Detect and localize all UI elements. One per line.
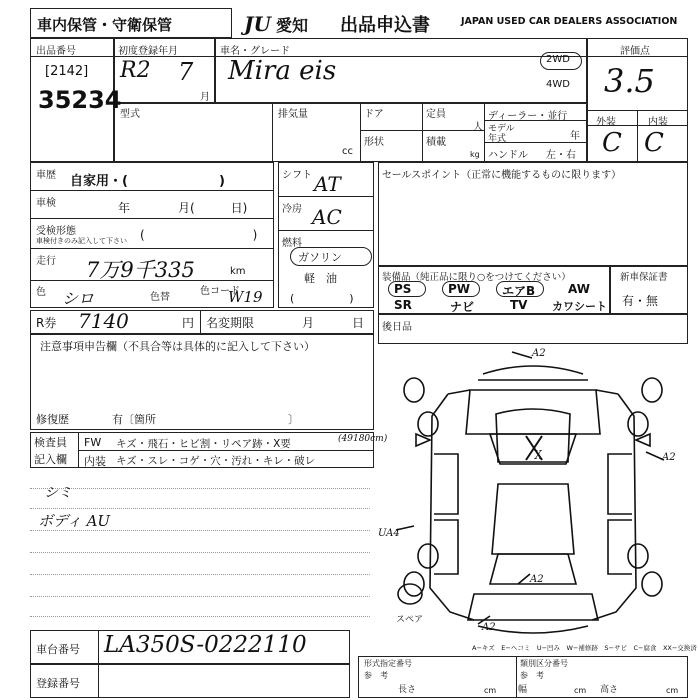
after-date-label: 後日品 — [382, 322, 412, 333]
exterior-label: 外装 — [596, 117, 616, 128]
ref-label-1: 参 考 — [364, 671, 388, 680]
inspector-interior-tag: 内装 — [84, 455, 106, 468]
capacity-unit: 人 — [473, 122, 483, 133]
shift-label: シフト — [282, 170, 312, 181]
recycle-value: 7140 — [78, 309, 129, 333]
type-label: 型式 — [120, 109, 140, 120]
height-label: 高さ — [600, 685, 619, 695]
inspection-label: 車検 — [36, 198, 56, 209]
equip-tv: TV — [510, 298, 528, 312]
receipt-note: 車検付きのみ記入して下さい — [36, 237, 127, 245]
lot-label: 出品番号 — [36, 46, 76, 57]
repair-label: 修復歴 — [36, 413, 69, 426]
inspector-interior-text: キズ・スレ・コゲ・穴・汚れ・キレ・破レ — [116, 455, 316, 467]
category-label: 類別区分番号 — [520, 659, 568, 668]
warranty-label: 新車保証書 — [620, 272, 668, 283]
handle-options: 左・右 — [546, 150, 576, 161]
fuel-petrol: ガソリン — [298, 251, 342, 264]
mileage-unit: km — [230, 266, 246, 277]
width-label: 幅 — [518, 685, 528, 695]
inspection-value: 年 月( 日) — [118, 201, 248, 215]
form-number-label: 形式指定番号 — [364, 659, 412, 668]
mark-rear-a2: A2 — [530, 574, 544, 585]
mark-right-a2: A2 — [662, 452, 676, 463]
fuel-other: ( ) — [290, 292, 354, 305]
grade-label: 評価点 — [620, 46, 650, 57]
cooling-label: 冷房 — [282, 204, 302, 215]
storage-box — [30, 8, 232, 38]
drive-4wd: 4WD — [546, 79, 570, 90]
chassis-value: LA350S-0222110 — [104, 632, 307, 658]
cooling-value: AC — [312, 205, 342, 229]
first-reg-month-unit: 月 — [200, 92, 210, 103]
equip-sr: SR — [394, 298, 412, 312]
inspector-fw-tag: FW — [84, 436, 102, 449]
length-unit: cm — [484, 686, 497, 695]
inspector-label: 検査員 — [34, 436, 67, 449]
ref-label-2: 参 考 — [520, 671, 544, 680]
length-label: 長さ — [398, 685, 417, 695]
first-reg-era: R2 — [120, 58, 151, 83]
equip-ps: PS — [394, 282, 412, 296]
mileage-label: 走行 — [36, 256, 56, 267]
height-unit: cm — [666, 686, 679, 695]
equipment-label: 装備品（純正品に限り○をつけてください） — [382, 272, 571, 283]
year-unit: 年 — [570, 131, 580, 142]
warranty-options: 有・無 — [622, 294, 659, 308]
registration-label: 登録番号 — [36, 677, 80, 690]
receipt-value: ( ) — [140, 228, 258, 242]
load-unit: kg — [470, 150, 480, 159]
exterior-grade: C — [602, 128, 622, 158]
inspector-fw-text: キズ・飛石・ヒビ割・リペア跡・X要 — [116, 438, 291, 450]
logo-name: 愛知 — [276, 16, 309, 35]
repair-value: 有〔箇所 〕 — [112, 413, 299, 426]
color-value: シロ — [62, 289, 95, 308]
shift-value: AT — [314, 172, 341, 196]
color-code-label: 色コード — [200, 286, 240, 297]
history-value: 自家用・( ) — [70, 174, 225, 189]
model-value: Mira eis — [228, 56, 337, 86]
handle-label: ハンドル — [488, 150, 528, 161]
color-label: 色 — [36, 287, 46, 298]
logo-mark: JU — [244, 12, 271, 36]
form-title: 出品申込書 — [340, 15, 430, 36]
interior-grade: C — [644, 128, 664, 158]
first-reg-month: 7 — [178, 58, 194, 86]
width-unit: cm — [574, 686, 587, 695]
first-reg-label: 初度登録年月 — [118, 46, 178, 57]
dealer-label: ディーラー・並行 — [488, 111, 568, 122]
equip-airbag: エアB — [502, 284, 536, 298]
capacity-label: 定員 — [426, 109, 446, 120]
drive-2wd: 2WD — [546, 54, 570, 65]
model-year-label: モデル — [488, 124, 515, 134]
inspector-label-2: 記入欄 — [34, 453, 67, 466]
deadline-month: 月 — [302, 316, 315, 330]
fuel-diesel: 軽 油 — [304, 272, 337, 285]
mark-left-ua4: UA4 — [378, 528, 400, 539]
association-name: JAPAN USED CAR DEALERS ASSOCIATION — [461, 16, 678, 27]
chassis-label: 車台番号 — [36, 643, 80, 656]
damage-legend: A−キズ E−ヘコミ U−凹み W−補修跡 S−サビ C−腐食 XX−交換済 — [472, 644, 697, 652]
receipt-label: 受検形態 — [36, 226, 76, 237]
history-label: 車歴 — [36, 170, 56, 181]
equip-power-seat: カワシート — [552, 300, 607, 313]
recycle-unit: 円 — [182, 316, 195, 330]
after-date-block — [378, 314, 688, 344]
remark-line-2: ボディ AU — [38, 512, 111, 530]
year-label: 年式 — [488, 134, 507, 144]
interior-label: 内装 — [648, 117, 668, 128]
spare-label: スペア — [396, 615, 424, 625]
model-label: 車名・グレード — [220, 46, 290, 57]
car-damage-diagram — [378, 344, 688, 654]
ju-logo — [244, 12, 308, 36]
lot-number: 35234 — [38, 86, 122, 114]
grade-score: 3.5 — [604, 62, 655, 100]
color-change-label: 色替 — [150, 292, 170, 303]
deadline-label: 名変期限 — [206, 316, 255, 330]
color-code-value: W19 — [228, 288, 263, 306]
equip-navi: ナビ — [450, 300, 475, 314]
inspector-fw-note: (49180cm) — [338, 434, 388, 444]
storage-label: 車内保管・守衛保管 — [37, 16, 173, 34]
doors-label: ドア — [364, 109, 384, 120]
equip-aw: AW — [568, 282, 590, 296]
deadline-day: 日 — [352, 316, 365, 330]
sales-points-label: セールスポイント（正常に機能するものに限ります） — [382, 170, 622, 181]
mark-front-a2: A2 — [532, 348, 546, 359]
displacement-unit: cc — [342, 146, 353, 157]
recycle-label: R券 — [36, 316, 57, 330]
equip-pw: PW — [448, 282, 471, 296]
fuel-label: 燃料 — [282, 238, 302, 249]
load-label: 積載 — [426, 137, 446, 148]
mark-bottom-a2: A2 — [482, 622, 496, 633]
mileage-value: 7万9千335 — [86, 258, 195, 282]
mark-windshield-x: X — [534, 448, 543, 462]
notes-label: 注意事項申告欄（不具合等は具体的に記入して下さい） — [40, 340, 315, 353]
remark-line-1: シミ — [44, 485, 72, 501]
lot-code: [2142] — [45, 64, 89, 79]
shape-label: 形状 — [364, 137, 384, 148]
displacement-label: 排気量 — [278, 109, 308, 120]
